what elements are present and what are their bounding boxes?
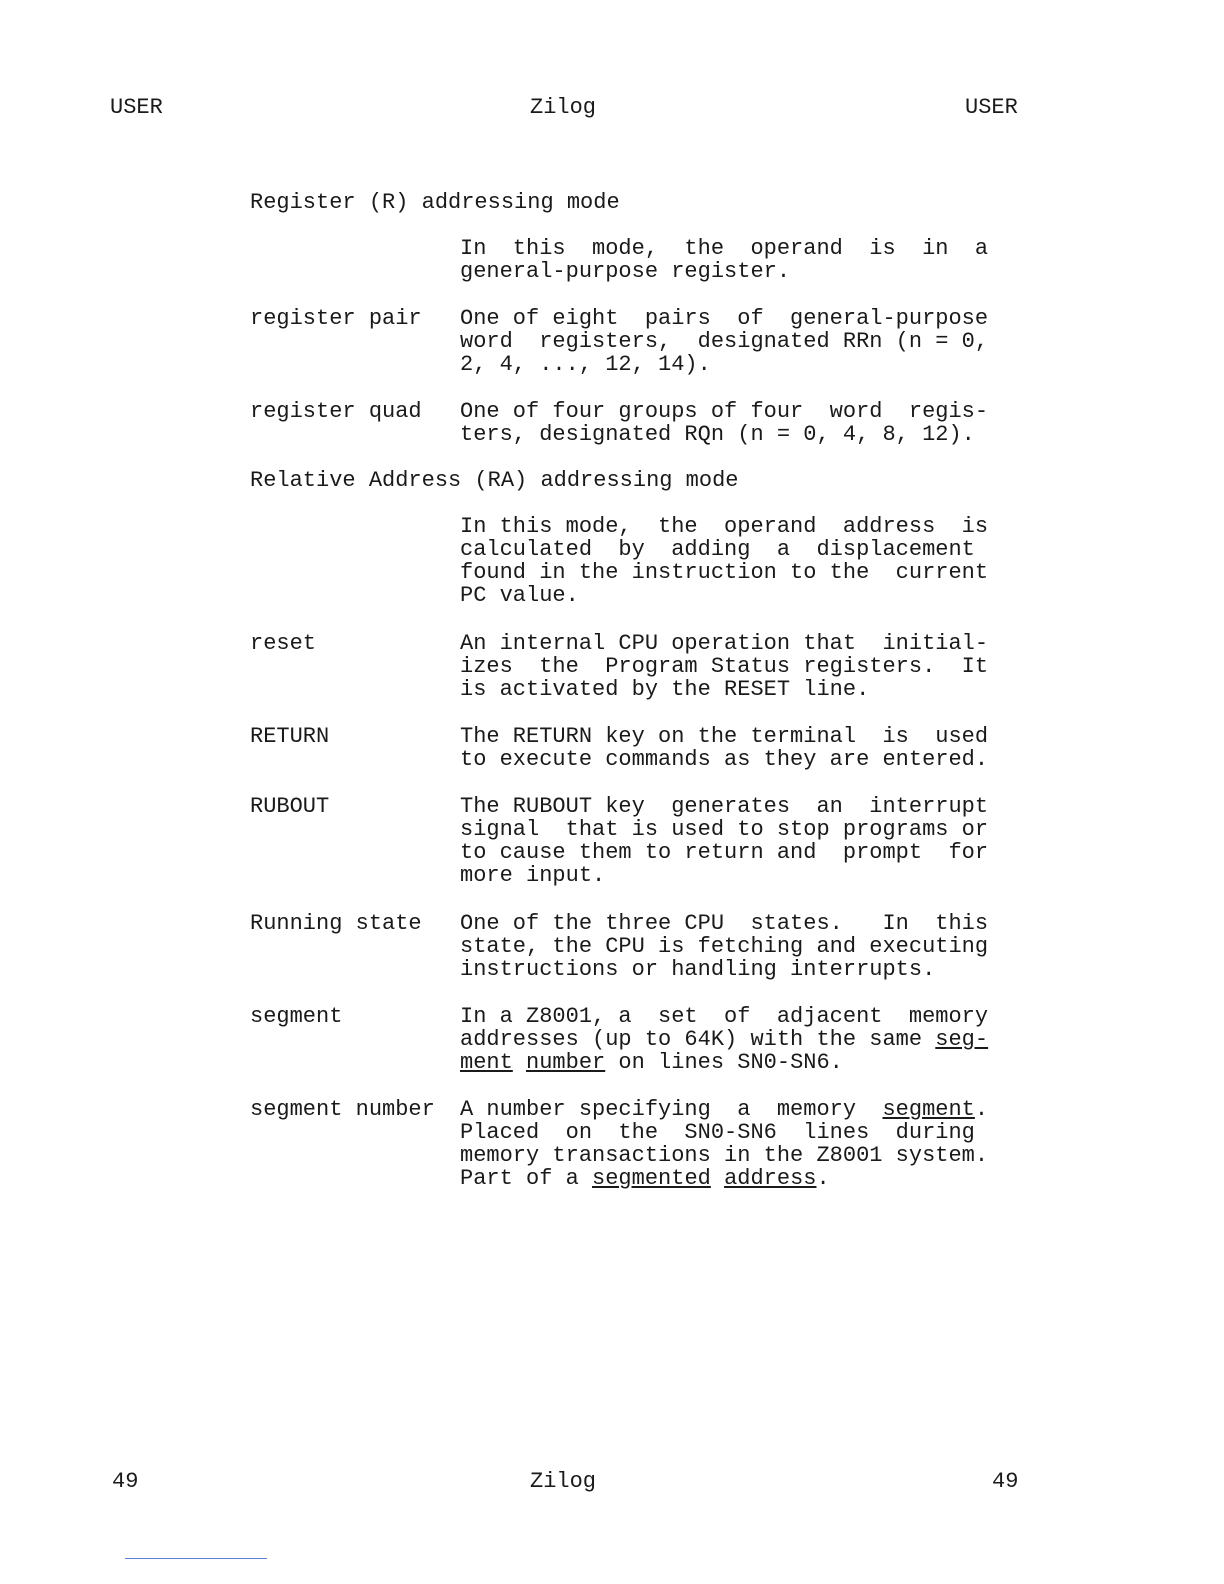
definition-register-pair	[460, 307, 1020, 376]
definition-line: ters, designated RQn (n = 0, 4, 8, 12).	[460, 422, 975, 447]
footer-left-page-number: 49	[112, 1469, 139, 1494]
definition-line: to execute commands as they are entered.	[460, 747, 989, 772]
definition-text: .	[974, 1097, 989, 1122]
definition-text: A number specifying a memory	[460, 1097, 883, 1122]
header-left: USER	[110, 95, 163, 120]
definition-text: on lines SN0-SN6.	[605, 1050, 843, 1075]
term-running-state: Running state	[250, 911, 422, 936]
definition-line: signal that is used to stop programs or	[460, 817, 989, 842]
definition-line: In this mode, the operand address is	[460, 514, 989, 539]
link-segment-number-part2[interactable]: ment	[460, 1050, 513, 1075]
definition-rubout	[460, 795, 1020, 887]
definition-line: Placed on the SN0-SN6 lines during	[460, 1120, 975, 1145]
definition-segment	[460, 1005, 1020, 1074]
heading-register-mode: Register (R) addressing mode	[250, 190, 620, 215]
definition-text: addresses (up to 64K) with the same	[460, 1027, 936, 1052]
definition-line: PC value.	[460, 583, 579, 608]
link-segment-number-part1[interactable]: seg-	[935, 1027, 989, 1052]
definition-line	[460, 1028, 1020, 1051]
bottom-rule	[125, 1558, 267, 1559]
definition-line: The RETURN key on the terminal is used	[460, 724, 989, 749]
definition-line: 2, 4, ..., 12, 14).	[460, 352, 711, 377]
header-right: USER	[965, 95, 1018, 120]
definition-register-mode	[460, 237, 1020, 283]
footer-right-page-number: 49	[992, 1469, 1019, 1494]
definition-reset	[460, 632, 1020, 701]
definition-line: One of the three CPU states. In this	[460, 911, 989, 936]
header-center: Zilog	[530, 95, 597, 120]
definition-line: more input.	[460, 863, 606, 888]
definition-return	[460, 725, 1020, 771]
link-address[interactable]: address	[724, 1166, 817, 1191]
term-return: RETURN	[250, 724, 330, 749]
definition-line: general-purpose register.	[460, 259, 791, 284]
definition-segment-number	[460, 1098, 1020, 1190]
link-number[interactable]: number	[526, 1050, 606, 1075]
link-segmented[interactable]: segmented	[592, 1166, 711, 1191]
definition-line: calculated by adding a displacement	[460, 537, 975, 562]
definition-line: One of eight pairs of general-purpose	[460, 306, 989, 331]
heading-relative-address-mode: Relative Address (RA) addressing mode	[250, 468, 739, 493]
definition-line: In a Z8001, a set of adjacent memory	[460, 1004, 989, 1029]
definition-line: found in the instruction to the current	[460, 560, 989, 585]
term-rubout: RUBOUT	[250, 794, 330, 819]
definition-relative-address-mode	[460, 515, 1020, 607]
definition-line: word registers, designated RRn (n = 0,	[460, 329, 989, 354]
definition-line: memory transactions in the Z8001 system.	[460, 1143, 989, 1168]
definition-text: Part of a	[460, 1166, 593, 1191]
term-reset: reset	[250, 631, 317, 656]
definition-line: is activated by the RESET line.	[460, 677, 870, 702]
definition-line: The RUBOUT key generates an interrupt	[460, 794, 989, 819]
definition-line: izes the Program Status registers. It	[460, 654, 989, 679]
definition-line: In this mode, the operand is in a	[460, 236, 989, 261]
footer-center: Zilog	[530, 1469, 597, 1494]
definition-register-quad	[460, 400, 1020, 446]
definition-line: to cause them to return and prompt for	[460, 840, 989, 865]
link-segment[interactable]: segment	[882, 1097, 975, 1122]
definition-line: instructions or handling interrupts.	[460, 957, 936, 982]
definition-text: .	[816, 1166, 830, 1191]
term-segment: segment	[250, 1004, 343, 1029]
definition-line: One of four groups of four word regis-	[460, 399, 989, 424]
definition-line: state, the CPU is fetching and executing	[460, 934, 989, 959]
definition-line	[460, 1098, 1020, 1121]
definition-running-state	[460, 912, 1020, 981]
term-register-pair: register pair	[250, 306, 422, 331]
definition-line	[460, 1051, 1020, 1074]
definition-line: An internal CPU operation that initial-	[460, 631, 989, 656]
definition-line	[460, 1167, 1020, 1190]
term-register-quad: register quad	[250, 399, 422, 424]
term-segment-number: segment number	[250, 1097, 435, 1122]
